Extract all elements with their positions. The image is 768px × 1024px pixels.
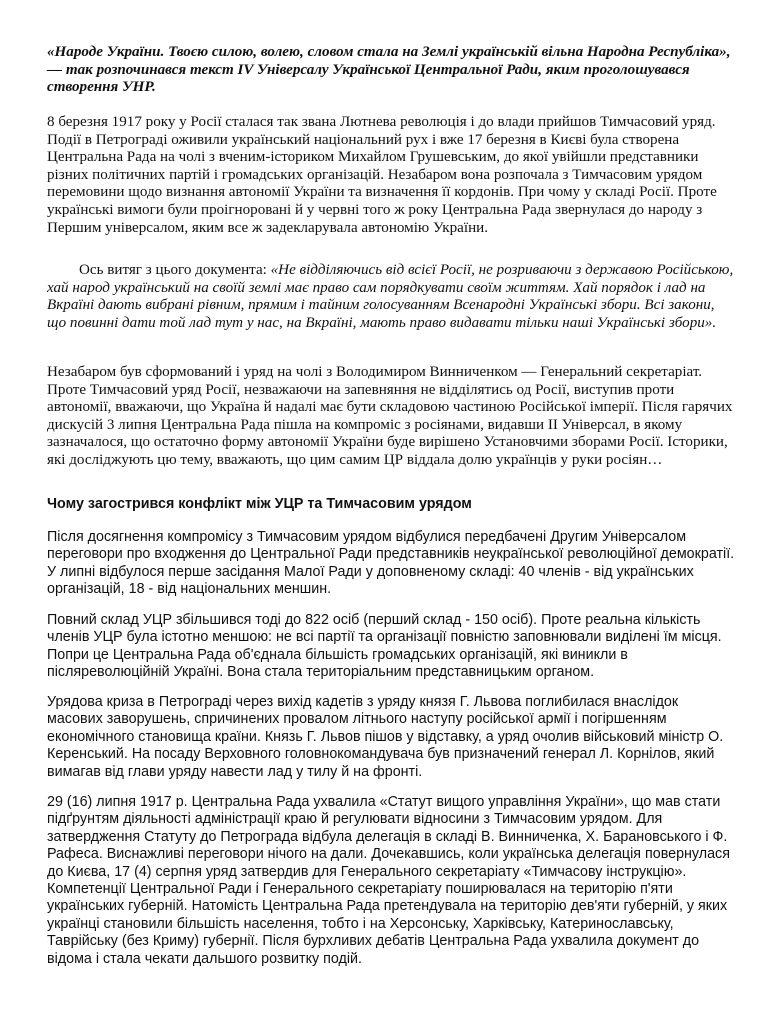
paragraph-small-rada: Після досягнення компромісу з Тимчасовим урядом відбулися передбачені Другим Універсалом переговори про входження до Центральної Ради представників неукраїнської революційної демократії. У липні відбулося перше засідання Малої Ради у доповненому складі: 40 членів - від українських організацій, 18 - від національних меншин. xyxy=(47,529,735,598)
paragraph-february-revolution: 8 березня 1917 року у Росії сталася так звана Лютнева революція і до влади прийшов Тимчасовий уряд. Події в Петрограді оживили український національний рух і вже 17 березня в Києві була створена Центральна Рада на чолі з вченим-істориком Михайлом Грушевським, до якої увійшли представники різних політичних партій і громадських організацій. Незабаром вона розпочала з Тимчасовим урядом перемовини щодо визнання автономії України та визначення її кордонів. При чому у складі Росії. Проте українські вимоги були проігноровані й у червні того ж року Центральна Рада звернулася до народу з Першим універсалом, яким все ж задекларувала автономію України. xyxy=(47,114,717,236)
paragraph-ucr-composition: Повний склад УЦР збільшився тоді до 822 осіб (перший склад - 150 осіб). Проте реальна кількість членів УЦР була істотно меншою: не всі партії та організації повністю заповнювали виділені їм місця. Попри це Центральна Рада об'єднала більшість громадських організацій, які виникли в післяреволюційній Україні. Вона стала територіальним представницьким органом. xyxy=(47,612,722,681)
section-heading: Чому загострився конфлікт між УЦР та Тимчасовим урядом xyxy=(47,496,472,512)
intro-paragraph: «Народе України. Твоєю силою, волею, словом стала на Землі українській вільна Народна Республіка», — так розпочинався текст IV Універсалу Української Центральної Ради, яким проголошувався створення УНР. xyxy=(47,44,731,96)
paragraph-universal-excerpt xyxy=(47,262,737,332)
excerpt-lead: Ось витяг з цього документа: xyxy=(79,262,271,278)
paragraph-petrograd-crisis: Урядова криза в Петрограді через вихід кадетів з уряду князя Г. Львова поглибилася внаслідок масових заворушень, спричинених провалом літнього наступу російської армії і погіршенням економічного становища країни. Князь Г. Львов пішов у відставку, а уряд очолив військовий міністр О. Керенський. На посаду Верховного головнокомандувача був призначений генерал Л. Корнілов, який вимагав від глави уряду навести лад у тилу й на фронті. xyxy=(47,694,724,780)
excerpt-quote: «Не відділяючись від всієї Росії, не розриваючи з державою Російською, хай народ український на своїй землі має право сам порядкувати своїм життям. Хай порядок і лад на Вкраїні дають вибрані рівним, прямим і тайним голосуванням Всенародні Українські збори. Всі закони, що повинні дати той лад тут у нас, на Вкраїні, мають право видавати тільки наші Українські збори». xyxy=(47,262,734,331)
paragraph-statute: 29 (16) липня 1917 р. Центральна Рада ухвалила «Статут вищого управління України», що мав стати підґрунтям діяльності адміністрації краю й регулювати відносини з Тимчасовим урядом. Для затвердження Статуту до Петрограда відбула делегація в складі В. Винниченка, Х. Барановського і Ф. Рафеса. Виснажливі переговори нічого на дали. Дочекавшись, коли українська делегація повернулася до Києва, 17 (4) серпня уряд затвердив для Генерального секретаріату «Тимчасову інструкцію». Компетенції Центральної Ради і Генерального секретаріату поширювалася на територію п'яти українських губерній. Натомість Центральна Рада претендувала на територію дев'яти губерній, у яких українці становили більшість населення, тобто і на Херсонську, Харківську, Катеринославську, Таврійську (без Криму) губернії. Після бурхливих дебатів Центральна Рада ухвалила документ до відома і стала чекати дальшого розвитку подій. xyxy=(47,794,730,967)
paragraph-general-secretariat: Незабаром був сформований і уряд на чолі з Володимиром Винниченком — Генеральний секретаріат. Проте Тимчасовий уряд Росії, незважаючи на запевняння не відділятись од Росії, виступив проти автономії, вважаючи, що Україна й надалі має бути складовою частиною Російської імперії. Після гарячих дискусій 3 липня Центральна Рада пішла на компроміс з росіянами, видавши II Універсал, в якому зазначалося, що остаточно форму автономії України буде вирішено Установчими зборами Росії. Історики, які досліджують цю тему, вважають, що цим самим ЦР віддала долю українців у руки росіян… xyxy=(47,364,733,468)
